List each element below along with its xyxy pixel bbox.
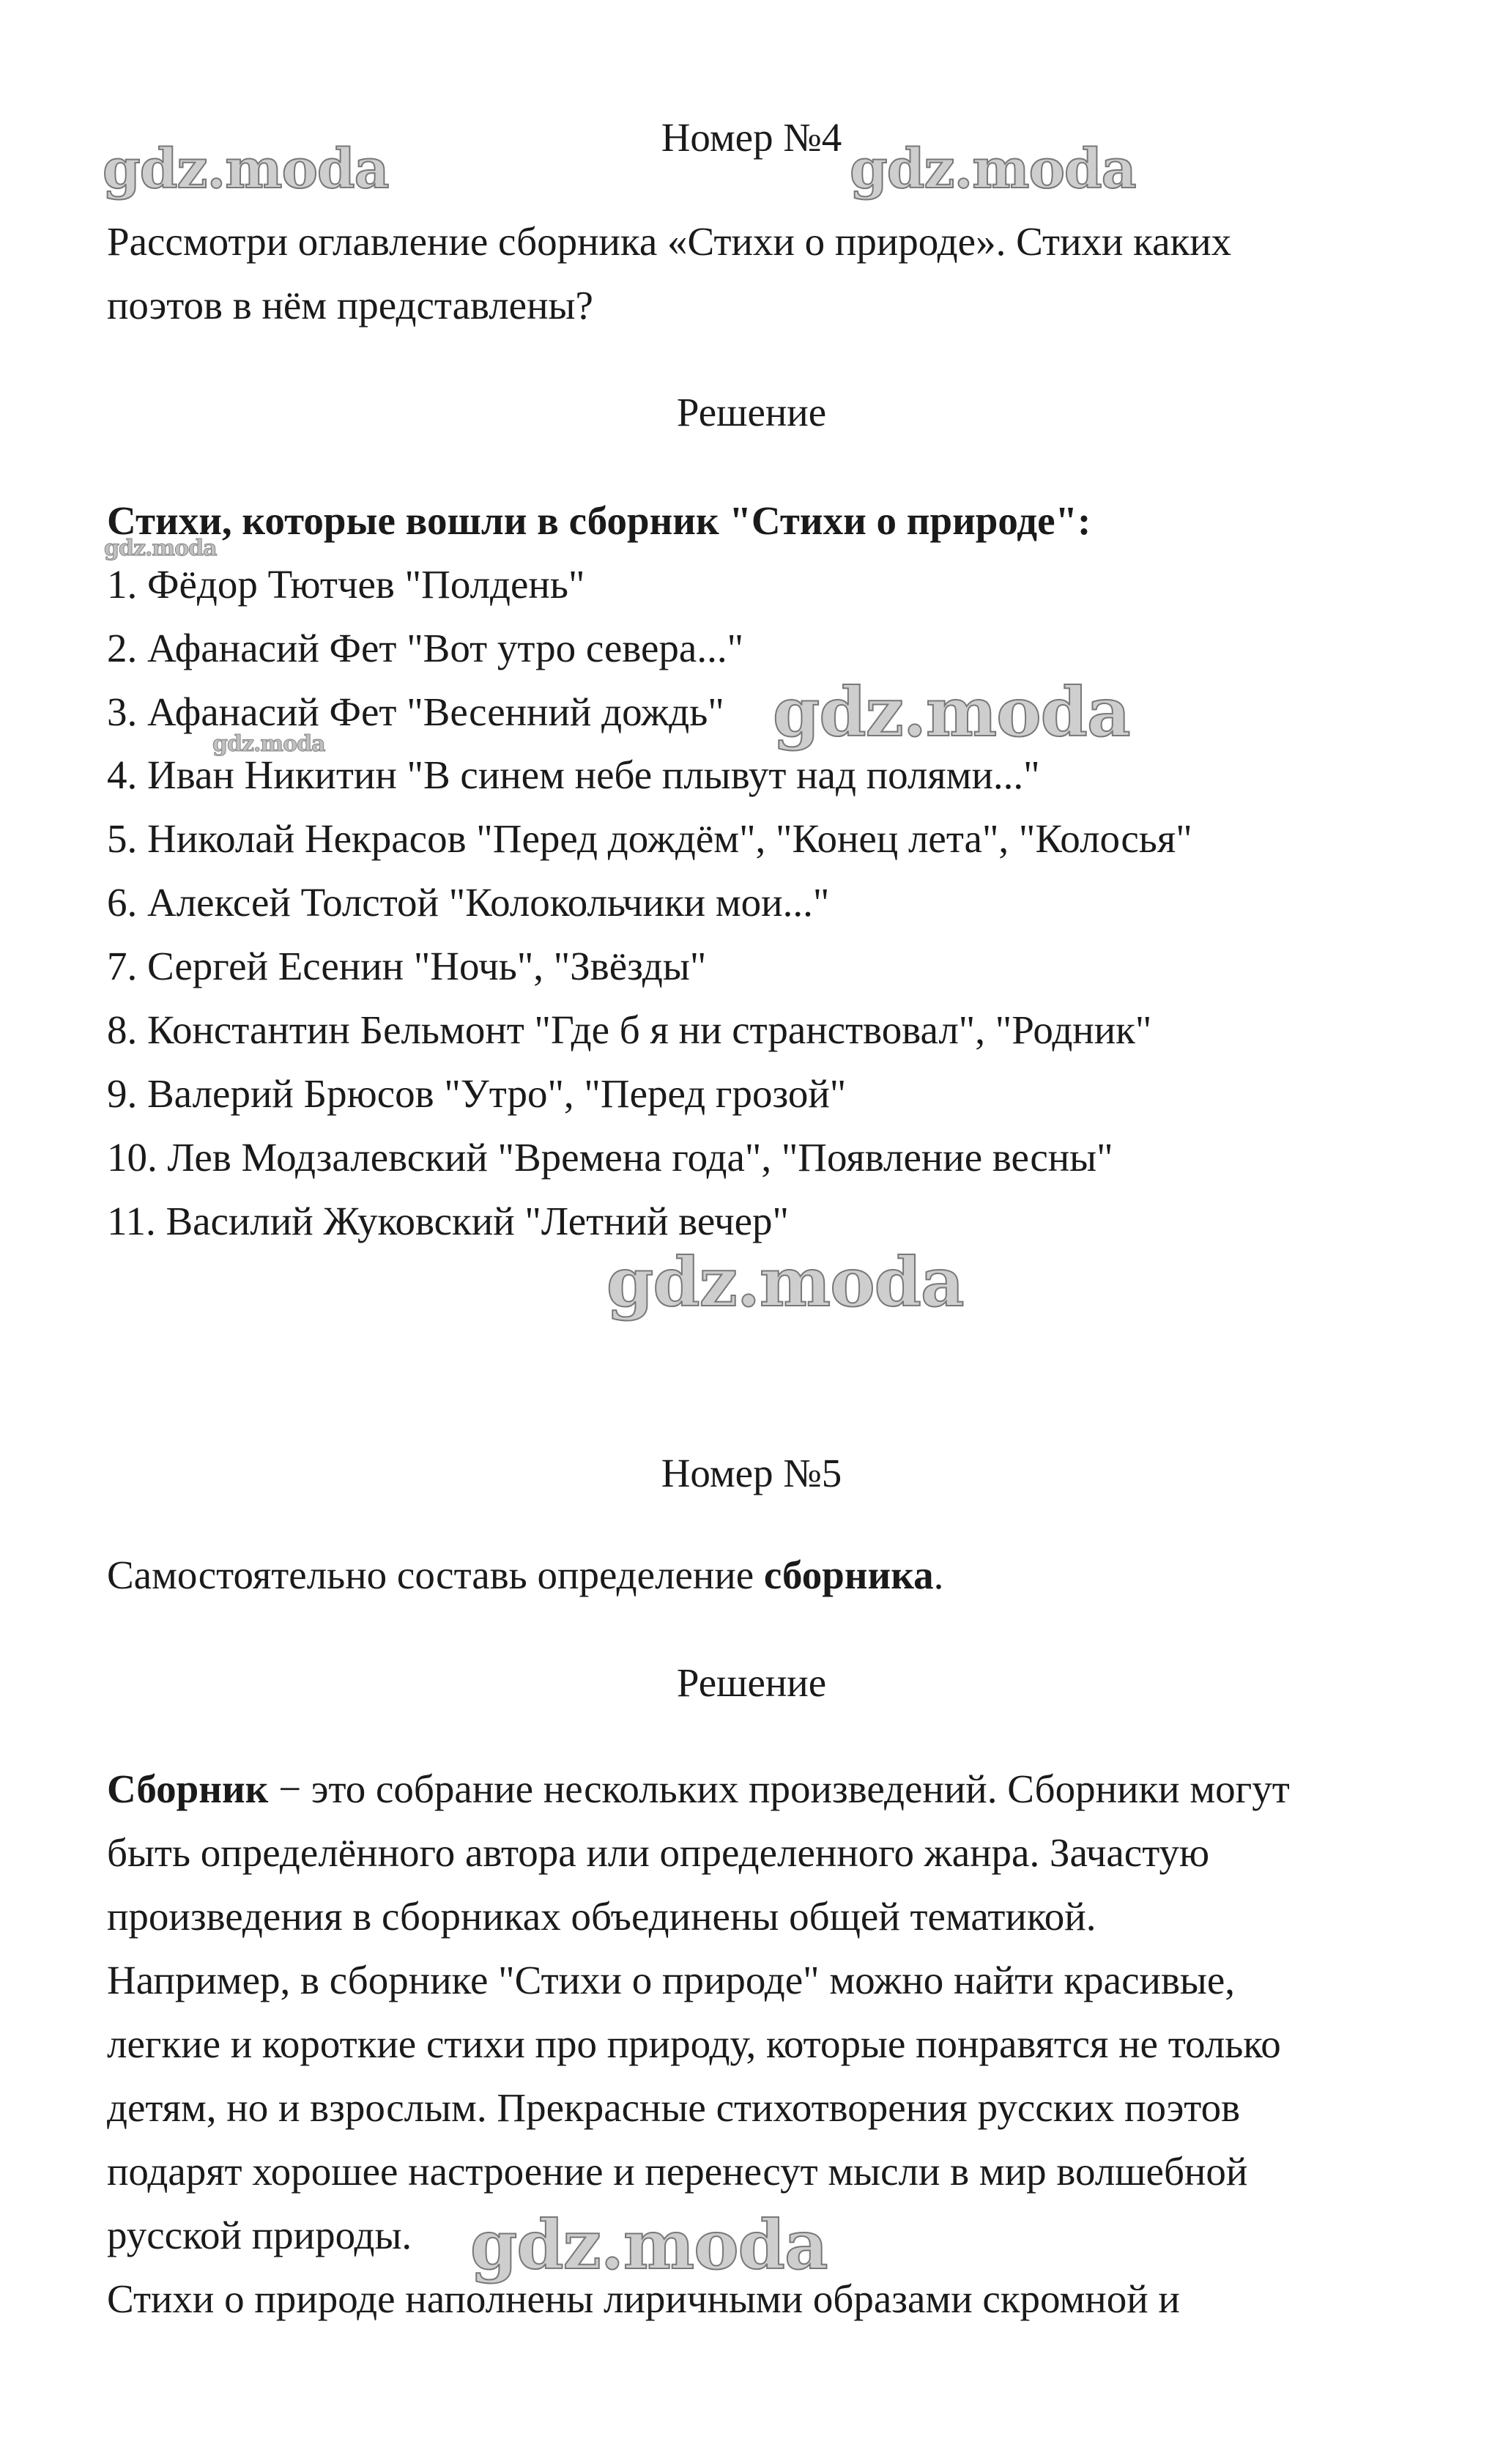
list-item: 3. Афанасий Фет "Весенний дождь" (107, 689, 724, 734)
task5-answer-term: Сборник (107, 1766, 269, 1811)
watermark-logo: gdz.moda (773, 673, 1130, 752)
task4-question-line1: Рассмотри оглавление сборника «Стихи о природе». Стихи каких (107, 219, 1232, 264)
watermark-logo: gdz.moda (470, 2205, 828, 2284)
task5-answer-line1 (107, 1764, 1290, 1815)
task5-question-suffix: . (933, 1553, 944, 1597)
task5-answer-line: Стихи о природе наполнены лиричными образами скромной и (107, 2276, 1180, 2321)
watermark-logo: gdz.moda (606, 1243, 964, 1322)
task5-answer-line: подарят хорошее настроение и перенесут мысли в мир волшебной (107, 2149, 1248, 2194)
task4-heading: Номер №4 (661, 115, 842, 160)
watermark-logo: gdz.moda (103, 138, 389, 201)
list-item: 11. Василий Жуковский "Летний вечер" (107, 1199, 789, 1243)
list-item: 5. Николай Некрасов "Перед дождём", "Конец лета", "Колосья" (107, 816, 1192, 861)
task5-answer-line: русской природы. (107, 2213, 412, 2257)
task5-answer-line: легкие и короткие стихи про природу, которые понравятся не только (107, 2021, 1281, 2066)
list-item: 8. Константин Бельмонт "Где б я ни странствовал", "Родник" (107, 1007, 1152, 1052)
task5-answer-line: произведения в сборниках объединены общей тематикой. (107, 1894, 1096, 1939)
task5-answer-line: быть определённого автора или определенного жанра. Зачастую (107, 1830, 1210, 1875)
task5-answer-line: детям, но и взрослым. Прекрасные стихотворения русских поэтов (107, 2085, 1241, 2130)
task5-answer-line: Например, в сборнике "Стихи о природе" можно найти красивые, (107, 1958, 1236, 2002)
list-item: 1. Фёдор Тютчев "Полдень" (107, 562, 585, 607)
list-item: 10. Лев Модзалевский "Времена года", "Появление весны" (107, 1135, 1113, 1180)
list-item: 7. Сергей Есенин "Ночь", "Звёзды" (107, 944, 707, 988)
list-item: 4. Иван Никитин "В синем небе плывут над полями..." (107, 752, 1040, 797)
task4-list-title: Стихи, которые вошли в сборник "Стихи о природе": (107, 498, 1091, 543)
watermark-logo: gdz.moda (212, 731, 325, 757)
task5-question-term: сборника (763, 1553, 934, 1597)
watermark-logo: gdz.moda (850, 138, 1136, 201)
task5-solution-label: Решение (676, 1660, 827, 1705)
list-item: 2. Афанасий Фет "Вот утро севера..." (107, 626, 744, 670)
task4-question-line2: поэтов в нём представлены? (107, 283, 593, 328)
task5-question-prefix: Самостоятельно составь определение (107, 1553, 764, 1597)
watermark-logo: gdz.moda (104, 536, 217, 561)
list-item: 9. Валерий Брюсов "Утро", "Перед грозой" (107, 1071, 847, 1116)
task5-question (107, 1550, 943, 1601)
task5-answer-line1-rest: − это собрание нескольких произведений. Сборники могут (268, 1766, 1290, 1811)
task5-heading: Номер №5 (661, 1451, 842, 1495)
list-item: 6. Алексей Толстой "Колокольчики мои..." (107, 880, 830, 925)
task4-solution-label: Решение (676, 390, 827, 434)
